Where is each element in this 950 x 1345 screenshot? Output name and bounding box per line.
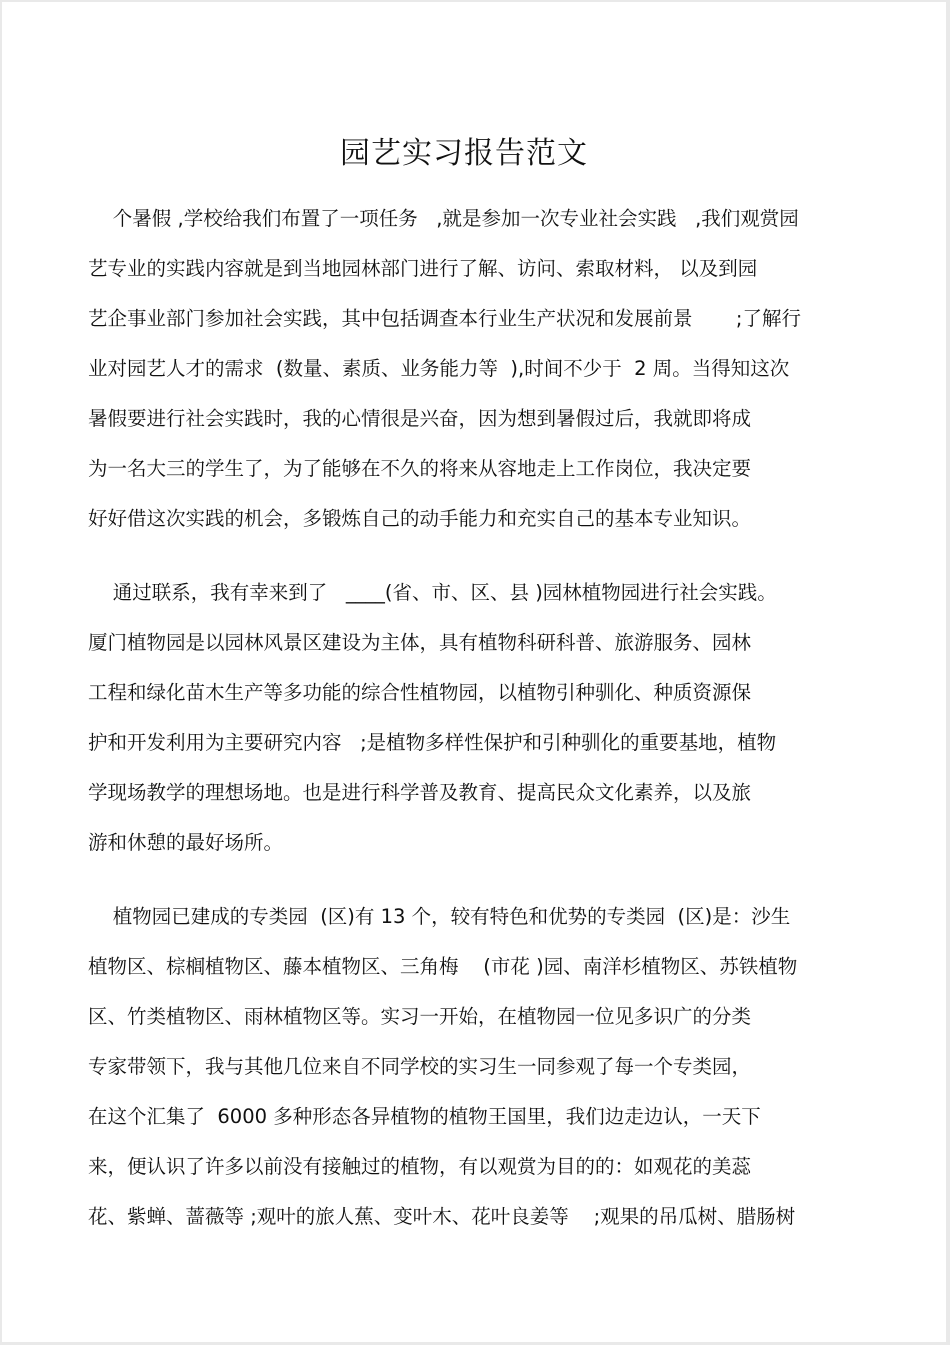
paragraph-2-line: 护和开发利用为主要研究内容 ;是植物多样性保护和引种驯化的重要基地，植物 — [88, 731, 777, 754]
paragraph-1-line: 业对园艺人才的需求 (数量、素质、业务能力等 ),时间不少于 2 周。当得知这次 — [88, 357, 790, 380]
paragraph-2-line: 工程和绿化苗木生产等多功能的综合性植物园，以植物引种驯化、种质资源保 — [88, 681, 752, 704]
paragraph-1-line: 暑假要进行社会实践时，我的心情很是兴奋，因为想到暑假过后，我就即将成 — [88, 407, 752, 430]
paragraph-3-line: 花、紫蝉、蔷薇等 ;观叶的旅人蕉、变叶木、花叶良姜等 ;观果的吊瓜树、腊肠树 — [88, 1205, 796, 1228]
paragraph-3-line: 来，便认识了许多以前没有接触过的植物，有以观赏为目的的：如观花的美蕊 — [88, 1155, 752, 1178]
paragraph-2-line: 通过联系，我有幸来到了 ____(省、市、区、县 )园林植物园进行社会实践。 — [88, 581, 777, 604]
paragraph-1-line: 为一名大三的学生了，为了能够在不久的将来从容地走上工作岗位，我决定要 — [88, 457, 752, 480]
document-page — [2, 2, 946, 1342]
paragraph-1-line: 好好借这次实践的机会，多锻炼自己的动手能力和充实自己的基本专业知识。 — [88, 507, 752, 530]
paragraph-3-line: 植物区、棕榈植物区、藤本植物区、三角梅 (市花 )园、南洋杉植物区、苏铁植物 — [88, 955, 798, 978]
paragraph-2-line: 学现场教学的理想场地。也是进行科学普及教育、提高民众文化素养，以及旅 — [88, 781, 752, 804]
paragraph-3-line: 区、竹类植物区、雨林植物区等。实习一开始，在植物园一位见多识广的分类 — [88, 1005, 752, 1028]
paragraph-3-line: 专家带领下，我与其他几位来自不同学校的实习生一同参观了每一个专类园， — [88, 1055, 752, 1078]
paragraph-1-line: 个暑假 ,学校给我们布置了一项任务 ,就是参加一次专业社会实践 ,我们观赏园 — [88, 207, 799, 230]
paragraph-1-line: 艺企事业部门参加社会实践，其中包括调查本行业生产状况和发展前景 ;了解行 — [88, 307, 801, 330]
paragraph-3-line: 在这个汇集了 6000 多种形态各异植物的植物王国里，我们边走边认，一天下 — [88, 1105, 761, 1128]
paragraph-2-line: 游和休憩的最好场所。 — [88, 831, 284, 854]
paragraph-1-line: 艺专业的实践内容就是到当地园林部门进行了解、访问、索取材料， 以及到园 — [88, 257, 758, 280]
document-title: 园艺实习报告范文 — [340, 136, 588, 171]
paragraph-2-line: 厦门植物园是以园林风景区建设为主体，具有植物科研科普、旅游服务、园林 — [88, 631, 752, 654]
paragraph-3-line: 植物园已建成的专类园 (区)有 13 个，较有特色和优势的专类园 (区)是：沙生 — [88, 905, 791, 928]
